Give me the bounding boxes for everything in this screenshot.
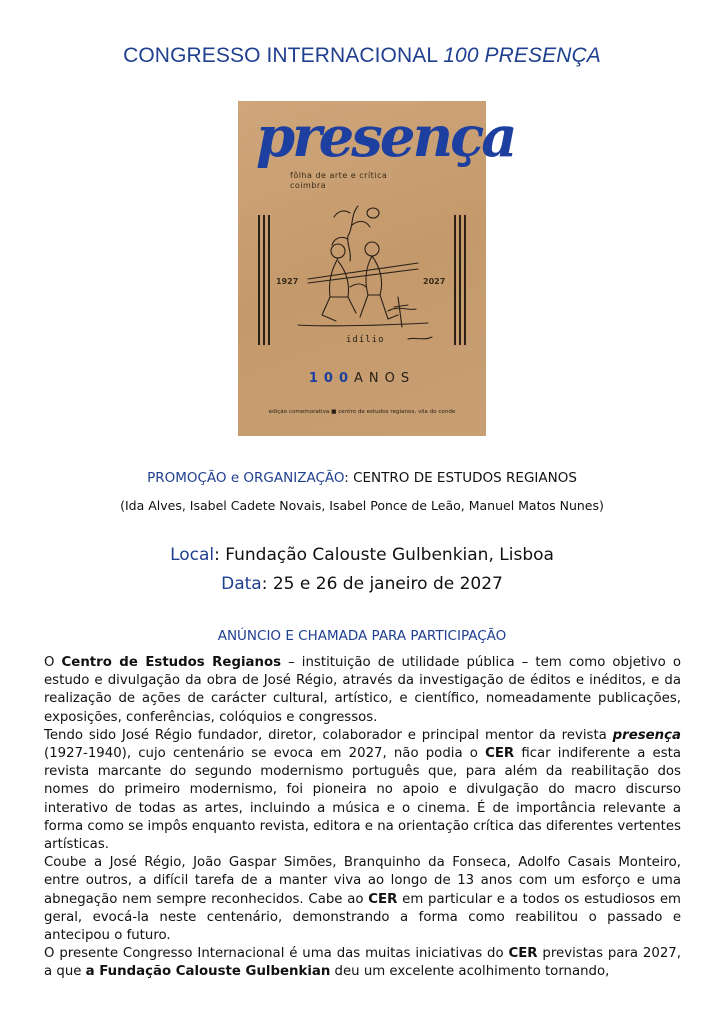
date-line [0,574,724,594]
cover-anos: 100ANOS [308,371,416,386]
paragraph-2: Tendo sido José Régio fundador, diretor, colaborador e principal mentor da revista presença (1927-1940), cujo centenário se evoca em 2027, não podia o CER ficar indiferente a esta revista marcante do segundo modernismo português que, para além da reabilitação dos nomes do primeiro modernismo, foi pioneira no apoio e divulgação do macro discurso interativo de todas as artes, incluindo a música e o cinema. É de importância relevante a forma como se impôs enquanto revista, editora e na orientação crítica das diferentes vertentes artísticas. [44,727,681,853]
date-value: : 25 e 26 de janeiro de 2027 [261,574,503,594]
venue-line [0,545,724,565]
page-title: CONGRESSO INTERNACIONAL 100 PRESENÇA [123,44,601,67]
cover-logo: presença [256,104,515,170]
organization-label: PROMOÇÃO e ORGANIZAÇÃO [147,470,345,486]
organization-value: : CENTRO DE ESTUDOS REGIANOS [344,470,577,486]
announcement-heading: ANÚNCIO E CHAMADA PARA PARTICIPAÇÃO [217,628,507,644]
organization-line [0,470,724,486]
paragraph-4: O presente Congresso Internacional é uma das muitas iniciativas do CER previstas para 2027, a que a Fundação Calouste Gulbenkian deu um excelente acolhimento tornando, [44,946,681,980]
cover-caption: idílio [346,335,385,345]
body-text [44,654,681,982]
venue-value: : Fundação Calouste Gulbenkian, Lisboa [214,545,554,565]
cover-image [238,101,515,436]
organizers-list: (Ida Alves, Isabel Cadete Novais, Isabel Ponce de Leão, Manuel Matos Nunes) [120,498,604,513]
page-title-italic: 100 PRESENÇA [443,44,601,67]
cover-subtitle: fôlha de arte e crítica coimbra [290,171,388,190]
paragraph-3: Coube a José Régio, João Gaspar Simões, Branquinho da Fonseca, Adolfo Casais Monteiro, entre outros, a difícil tarefa de a manter viva ao longo de 13 anos com um esforço e uma abnegação nem sempre reconhecidos. Cabe ao CER em particular e a todos os estudiosos em geral, evocá-la neste centenário, demonstrando a forma como reabilitou o passado e antecipou o futuro. [44,855,681,944]
cover-year-left: 1927 [276,277,299,286]
venue-label: Local [170,545,215,565]
cover-footer: edição comemorativa ■ centro de estudos regianos, vila do conde [268,409,456,415]
cover-year-right: 2027 [423,277,446,286]
paragraph-1: O Centro de Estudos Regianos – instituição de utilidade pública – tem como objetivo o estudo e divulgação da obra de José Régio, através da investigação de éditos e inéditos, e da realização de ações de carácter cultural, artístico, e científico, nomeadamente publicações, exposições, conferências, colóquios e congressos. [44,655,681,725]
date-label: Data [221,574,262,594]
